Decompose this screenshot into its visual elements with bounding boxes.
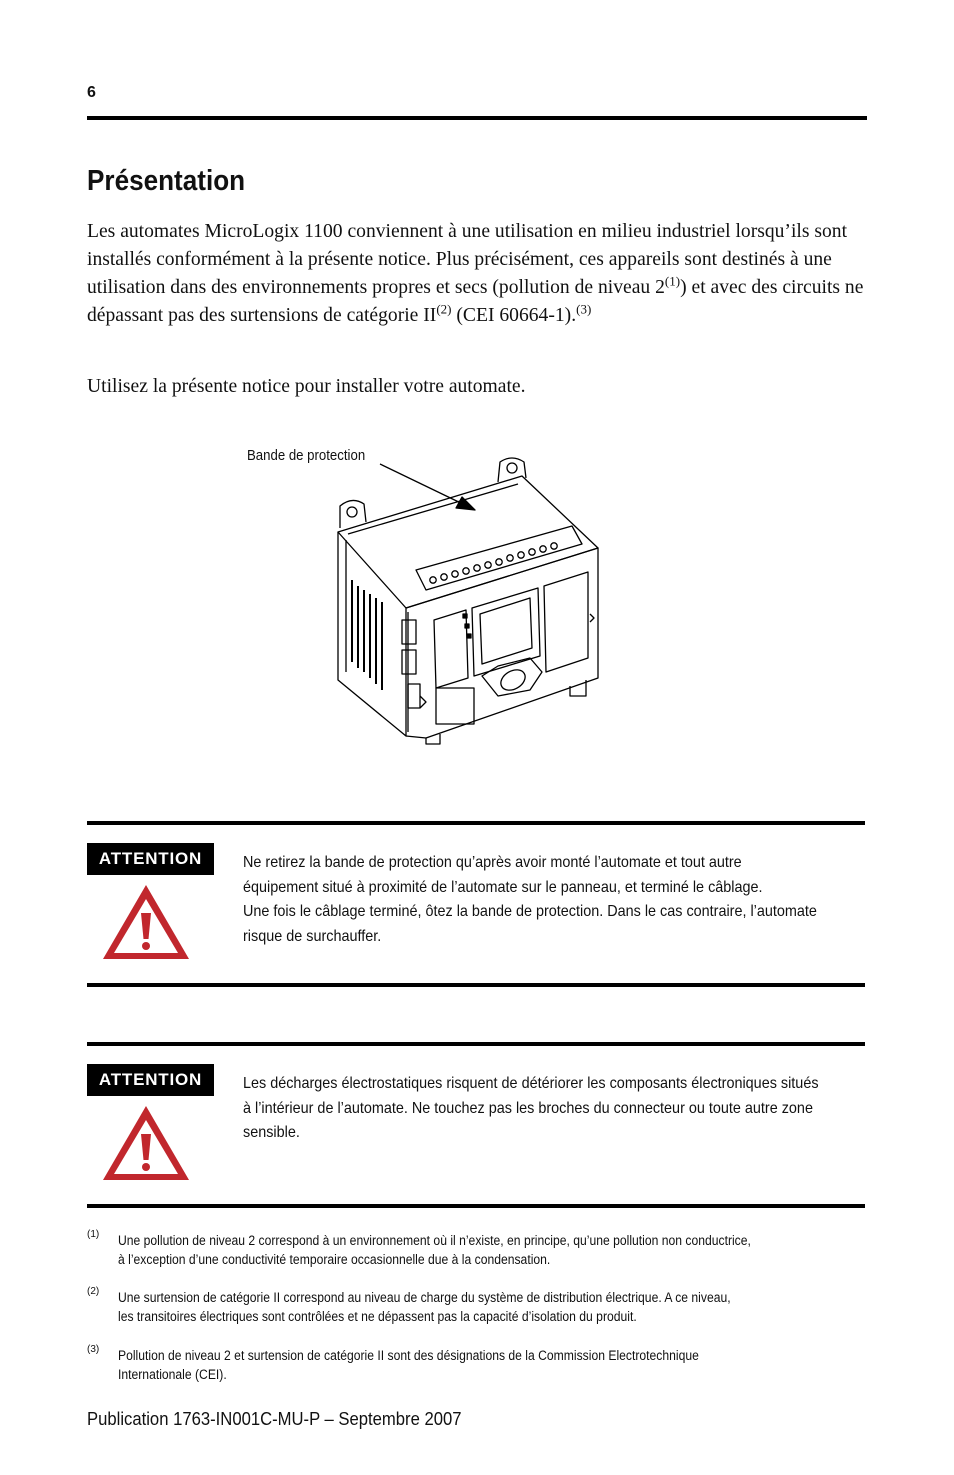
- attention-line: équipement situé à proximité de l’automate sur le panneau, et terminé le câblage.: [243, 878, 763, 896]
- attention-rule-top: [87, 1042, 865, 1046]
- attention-line: Les décharges électrostatiques risquent de détériorer les composants électroniques situés: [243, 1075, 819, 1092]
- page-number: 6: [87, 84, 96, 101]
- footnote-number: (3): [87, 1344, 100, 1355]
- footnote-line: Une pollution de niveau 2 correspond à un environnement où il n’existe, en principe, qu’une pollution non conductrice,: [118, 1233, 751, 1248]
- attention-line: Une fois le câblage terminé, ôtez la bande de protection. Dans le cas contraire, l’automate: [243, 903, 817, 920]
- footnote-ref-1[interactable]: (1): [664, 273, 681, 289]
- usage-paragraph: Utilisez la présente notice pour installer votre automate.: [87, 376, 526, 397]
- attention-line: risque de surchauffer.: [243, 927, 382, 945]
- footnote-number: (2): [87, 1286, 100, 1297]
- attention-box-electrostatic: [87, 1042, 865, 1208]
- header-rule: [87, 116, 867, 120]
- attention-label: ATTENTION: [87, 1064, 214, 1096]
- footnote-ref-3[interactable]: (3): [576, 301, 592, 317]
- intro-text-1: Les automates MicroLogix 1100 conviennent à une utilisation en milieu industriel lorsqu’ils sont installés conformément à la présente notice. Plus précisément, ces appareils sont destinés à une utilisation dans des environnements propres et secs (pollution de niveau 2: [87, 221, 848, 298]
- attention-text: [243, 1072, 819, 1146]
- attention-line: Ne retirez la bande de protection qu’après avoir monté l’automate et tout autre: [243, 854, 742, 871]
- attention-box-protective-strip: [87, 821, 865, 987]
- warning-triangle-icon: [101, 1104, 191, 1182]
- attention-rule-bottom: [87, 1204, 865, 1208]
- intro-text-3: (CEI 60664-1).: [451, 305, 577, 326]
- footnote-line: Une surtension de catégorie II correspond au niveau de charge du système de distribution électrique. A ce niveau,: [118, 1290, 731, 1305]
- attention-text: [243, 851, 817, 949]
- publication-footer: Publication 1763-IN001C-MU-P – Septembre 2007: [87, 1408, 462, 1429]
- terminal-screws: [430, 543, 557, 583]
- footnote-line: à l’exception d’une conductivité temporaire occasionnelle due à la condensation.: [118, 1252, 551, 1267]
- callout-label: Bande de protection: [247, 447, 366, 464]
- controller-figure: [230, 440, 630, 750]
- footnote-line: les transitoires électriques sont contrôlées et ne dépassent pas la capacité d’isolation du produit.: [118, 1309, 637, 1324]
- controller-illustration: [230, 440, 630, 750]
- section-title: Présentation: [87, 165, 246, 197]
- callout-arrow: [380, 464, 467, 506]
- attention-rule-top: [87, 821, 865, 825]
- footnote-number: (1): [87, 1229, 100, 1240]
- footnote-line: Pollution de niveau 2 et surtension de catégorie II sont des désignations de la Commission Electrotechnique: [118, 1348, 699, 1363]
- intro-paragraph: [87, 218, 867, 330]
- attention-label: ATTENTION: [87, 843, 214, 875]
- attention-rule-bottom: [87, 983, 865, 987]
- attention-line: à l’intérieur de l’automate. Ne touchez pas les broches du connecteur ou toute autre zone: [243, 1099, 813, 1117]
- warning-triangle-icon: [101, 883, 191, 961]
- intro-text-2: ) et avec des circuits ne dépassant pas des surtensions de catégorie II: [87, 277, 864, 326]
- attention-line: sensible.: [243, 1124, 300, 1141]
- footnote-line: Internationale (CEI).: [118, 1367, 227, 1382]
- footnote-ref-2[interactable]: (2): [436, 301, 452, 317]
